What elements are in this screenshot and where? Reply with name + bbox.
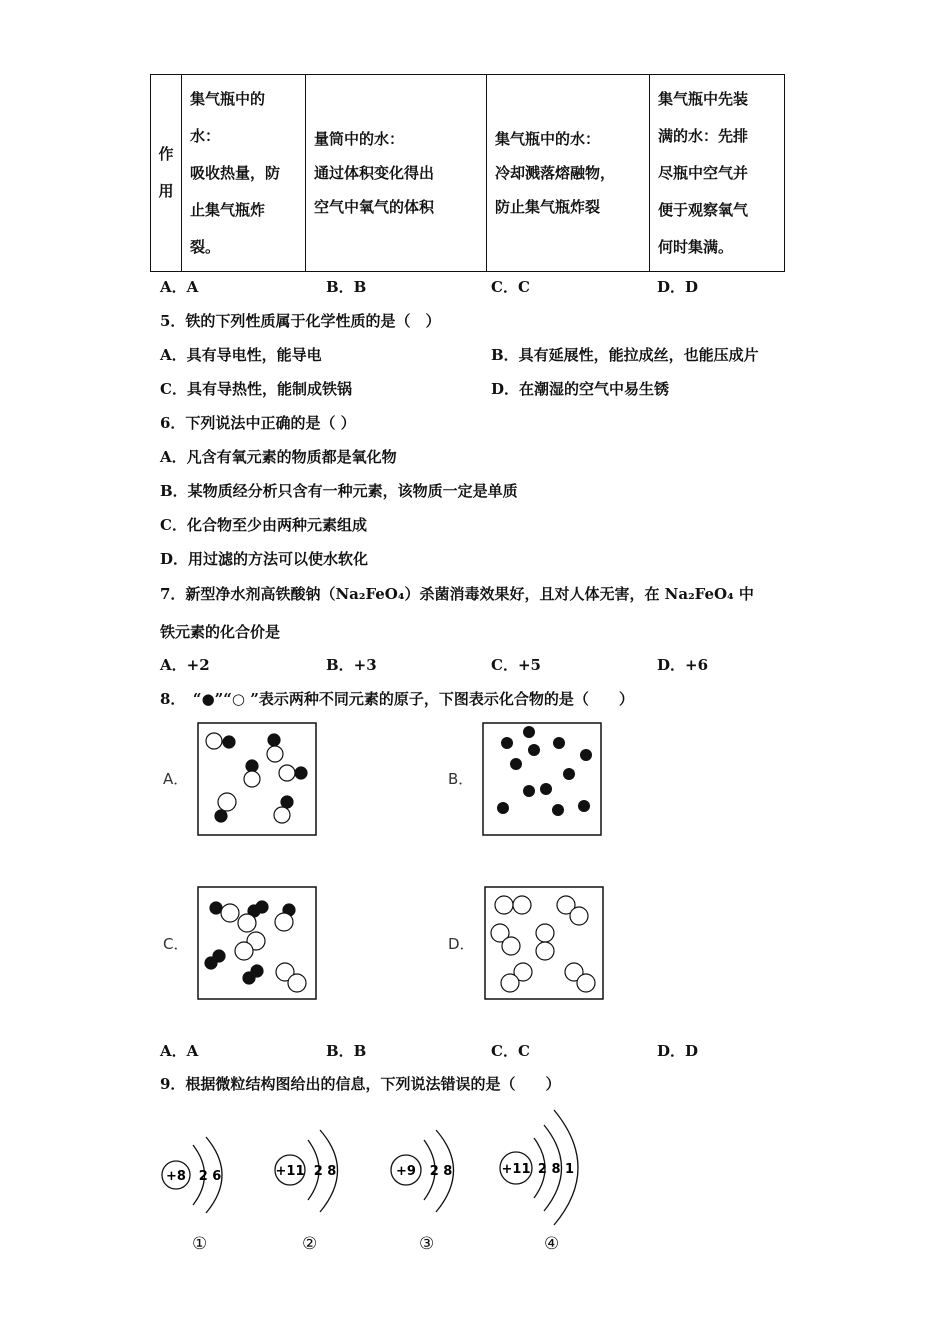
q4-option-a[interactable]: A．A — [160, 278, 199, 296]
atom-diagram-1 — [158, 1125, 248, 1225]
table-col3 — [487, 75, 650, 272]
q4-table — [150, 74, 785, 272]
atom2-nucleus: +11 — [275, 1164, 305, 1179]
table-col2 — [306, 75, 487, 272]
q8-diagram-c — [197, 886, 318, 1001]
q5-option-d[interactable]: D．在潮湿的空气中易生锈 — [491, 380, 670, 398]
col3-line: 防止集气瓶炸裂 — [495, 198, 601, 216]
col1-line: 水： — [190, 126, 221, 145]
atom-mark-4: ④ — [544, 1234, 560, 1254]
col2-line: 量筒中的水： — [314, 130, 405, 148]
col2-line: 通过体积变化得出 — [314, 164, 435, 182]
col4-line: 何时集满。 — [658, 237, 734, 256]
atom-diagram-4 — [494, 1105, 604, 1230]
col4-line: 尽瓶中空气并 — [658, 163, 749, 182]
q6-option-d[interactable]: D．用过滤的方法可以使水软化 — [160, 550, 369, 568]
col1-line: 集气瓶中的 — [190, 89, 266, 108]
atom3-shells: 2 8 — [429, 1164, 453, 1179]
q4-option-c[interactable]: C．C — [491, 278, 530, 296]
q8-option-d[interactable]: D．D — [657, 1042, 699, 1060]
table-side-label — [151, 75, 182, 272]
q6-option-c[interactable]: C．化合物至少由两种元素组成 — [160, 516, 367, 534]
q7-option-d[interactable]: D．+6 — [657, 656, 709, 674]
q7-option-b[interactable]: B．+3 — [326, 656, 377, 674]
col3-line: 冷却溅落熔融物， — [495, 164, 616, 182]
atom-diagram-3 — [386, 1120, 476, 1225]
side-label-1: 作 — [158, 145, 174, 163]
q4-option-d[interactable]: D．D — [657, 278, 699, 296]
q5-option-b[interactable]: B．具有延展性，能拉成丝，也能压成片 — [491, 346, 759, 364]
q4-option-b[interactable]: B．B — [326, 278, 367, 296]
q7-stem-line2: 铁元素的化合价是 — [160, 623, 281, 641]
q8-box-label-b: B． — [448, 770, 474, 788]
q8-box-label-c: C． — [163, 935, 189, 953]
col2-line: 空气中氧气的体积 — [314, 198, 435, 216]
atom-mark-1: ① — [192, 1234, 208, 1254]
col1-line: 止集气瓶炸 — [190, 200, 266, 219]
q8-box-label-a: A． — [163, 770, 189, 788]
q7-option-a[interactable]: A．+2 — [160, 656, 210, 674]
col4-line: 满的水：先排 — [658, 126, 749, 145]
atom3-nucleus: +9 — [396, 1164, 416, 1179]
atom-mark-3: ③ — [419, 1234, 435, 1254]
q7-option-c[interactable]: C．+5 — [491, 656, 541, 674]
q8-box-label-d: D． — [448, 935, 475, 953]
q8-option-a[interactable]: A．A — [160, 1042, 199, 1060]
q6-stem: 6．下列说法中正确的是（ ） — [160, 414, 356, 432]
col3-line: 集气瓶中的水： — [495, 130, 601, 148]
atom1-nucleus: +8 — [166, 1169, 186, 1184]
q8-stem: 8． “●”“○ ”表示两种不同元素的原子，下图表示化合物的是（ ） — [160, 690, 634, 708]
table-col4 — [650, 75, 785, 272]
q6-option-a[interactable]: A．凡含有氧元素的物质都是氧化物 — [160, 448, 397, 466]
q5-option-c[interactable]: C．具有导热性，能制成铁锅 — [160, 380, 352, 398]
q8-diagram-a — [197, 722, 318, 837]
atom-diagram-2 — [270, 1120, 360, 1225]
table-col1 — [182, 75, 306, 272]
col1-line: 吸收热量，防 — [190, 163, 281, 182]
col4-line: 集气瓶中先装 — [658, 89, 749, 108]
q8-diagram-d — [484, 886, 605, 1001]
col4-line: 便于观察氧气 — [658, 200, 749, 219]
q5-stem: 5．铁的下列性质属于化学性质的是（ ） — [160, 312, 441, 330]
q5-option-a[interactable]: A．具有导电性，能导电 — [160, 346, 322, 364]
side-label-2: 用 — [158, 182, 174, 200]
atom4-shells: 2 8 1 — [537, 1162, 575, 1177]
atom1-shells: 2 6 — [198, 1169, 222, 1184]
q6-option-b[interactable]: B．某物质经分析只含有一种元素，该物质一定是单质 — [160, 482, 518, 500]
q7-stem-line1: 7．新型净水剂高铁酸钠（Na₂FeO₄）杀菌消毒效果好，且对人体无害，在 Na₂FeO₄ 中 — [160, 585, 754, 603]
atom2-shells: 2 8 — [313, 1164, 337, 1179]
atom4-nucleus: +11 — [501, 1162, 531, 1177]
atom-mark-2: ② — [302, 1234, 318, 1254]
q8-option-b[interactable]: B．B — [326, 1042, 367, 1060]
q8-diagram-b — [482, 722, 603, 837]
q8-option-c[interactable]: C．C — [491, 1042, 530, 1060]
q9-stem: 9．根据微粒结构图给出的信息，下列说法错误的是（ ） — [160, 1075, 561, 1093]
col1-line: 裂。 — [190, 237, 221, 256]
